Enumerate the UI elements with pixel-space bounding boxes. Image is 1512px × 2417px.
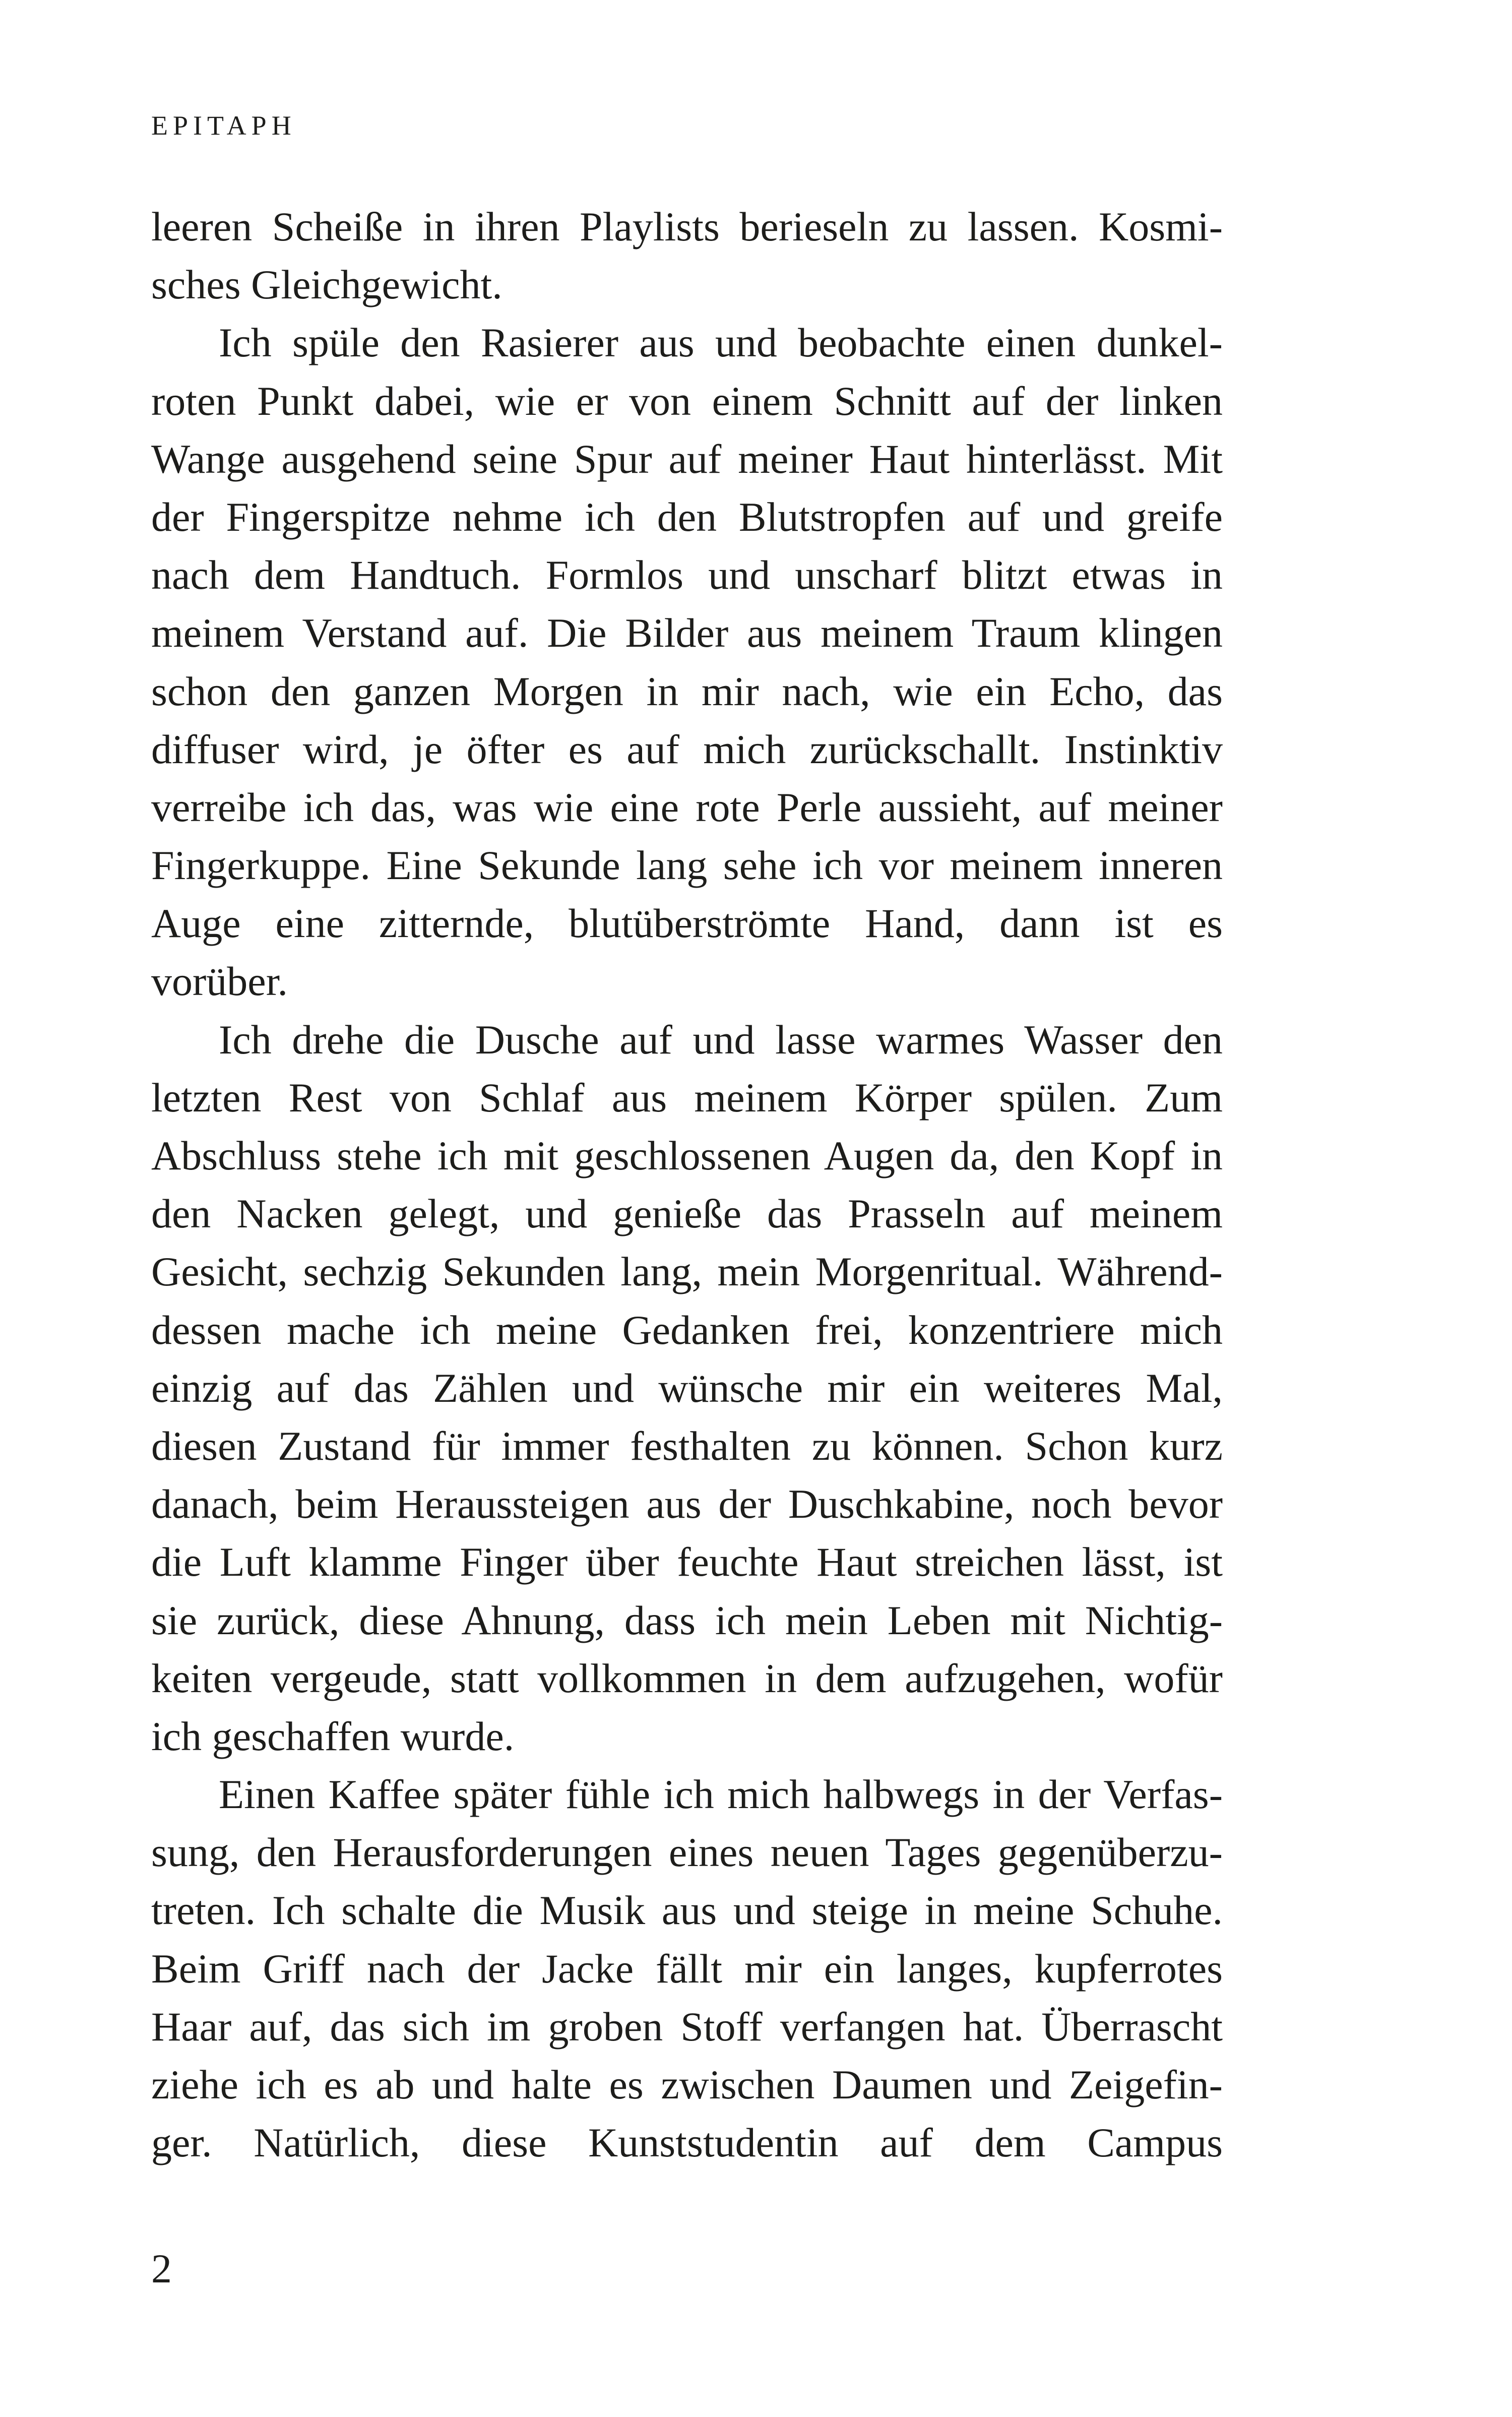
text-line: ziehe ich es ab und halte es zwischen Daumen und Zeigefin-	[151, 2062, 1223, 2108]
text-line: vorüber.	[151, 958, 288, 1005]
text-line: Ich spüle den Rasierer aus und beobachte einen dunkel-	[219, 320, 1223, 366]
text-line: Gesicht, sechzig Sekunden lang, mein Morgenritual. Während-	[151, 1249, 1223, 1295]
text-line: diesen Zustand für immer festhalten zu können. Schon kurz	[151, 1422, 1223, 1469]
text-line: schon den ganzen Morgen in mir nach, wie ein Echo, das	[151, 668, 1223, 714]
text-line: letzten Rest von Schlaf aus meinem Körper spülen. Zum	[151, 1074, 1223, 1121]
text-line: nach dem Handtuch. Formlos und unscharf blitzt etwas in	[151, 552, 1223, 598]
text-line: sie zurück, diese Ahnung, dass ich mein Leben mit Nichtig-	[151, 1597, 1223, 1643]
text-line: Einen Kaffee später fühle ich mich halbwegs in der Verfas-	[219, 1771, 1223, 1818]
text-line: Haar auf, das sich im groben Stoff verfangen hat. Überrascht	[151, 2003, 1223, 2050]
body-text	[151, 198, 1223, 2172]
text-line: diffuser wird, je öfter es auf mich zurückschallt. Instinktiv	[151, 726, 1223, 772]
text-line: roten Punkt dabei, wie er von einem Schnitt auf der linken	[151, 378, 1223, 424]
text-line: Abschluss stehe ich mit geschlossenen Augen da, den Kopf in	[151, 1133, 1223, 1179]
text-line: dessen mache ich meine Gedanken frei, konzentriere mich	[151, 1307, 1223, 1353]
page-number: 2	[151, 2246, 172, 2291]
text-line: den Nacken gelegt, und genieße das Prasseln auf meinem	[151, 1191, 1223, 1237]
text-line: Beim Griff nach der Jacke fällt mir ein langes, kupferrotes	[151, 1945, 1223, 1992]
text-line: verreibe ich das, was wie eine rote Perle aussieht, auf meiner	[151, 784, 1223, 830]
text-line: die Luft klamme Finger über feuchte Haut streichen lässt, ist	[151, 1539, 1223, 1585]
text-line: Auge eine zitternde, blutüberströmte Hand, dann ist es	[151, 900, 1223, 947]
text-line: meinem Verstand auf. Die Bilder aus meinem Traum klingen	[151, 610, 1223, 656]
text-line: leeren Scheiße in ihren Playlists berieseln zu lassen. Kosmi-	[151, 204, 1223, 250]
text-line: sches Gleichgewicht.	[151, 262, 502, 308]
text-line: sung, den Herausforderungen eines neuen Tages gegenüberzu-	[151, 1829, 1223, 1876]
text-line: treten. Ich schalte die Musik aus und steige in meine Schuhe.	[151, 1887, 1223, 1934]
text-line: Fingerkuppe. Eine Sekunde lang sehe ich vor meinem inneren	[151, 842, 1223, 889]
text-line: keiten vergeude, statt vollkommen in dem aufzugehen, wofür	[151, 1655, 1223, 1701]
text-line: der Fingerspitze nehme ich den Blutstropfen auf und greife	[151, 493, 1223, 540]
text-line: danach, beim Heraussteigen aus der Duschkabine, noch bevor	[151, 1481, 1223, 1527]
text-line: Wange ausgehend seine Spur auf meiner Haut hinterlässt. Mit	[151, 436, 1223, 482]
text-line: einzig auf das Zählen und wünsche mir ein weiteres Mal,	[151, 1365, 1223, 1411]
text-line: ger. Natürlich, diese Kunststudentin auf dem Campus	[151, 2120, 1223, 2166]
text-line: ich geschaffen wurde.	[151, 1713, 515, 1759]
running-head: EPITAPH	[151, 110, 296, 141]
text-line: Ich drehe die Dusche auf und lasse warmes Wasser den	[219, 1016, 1223, 1063]
